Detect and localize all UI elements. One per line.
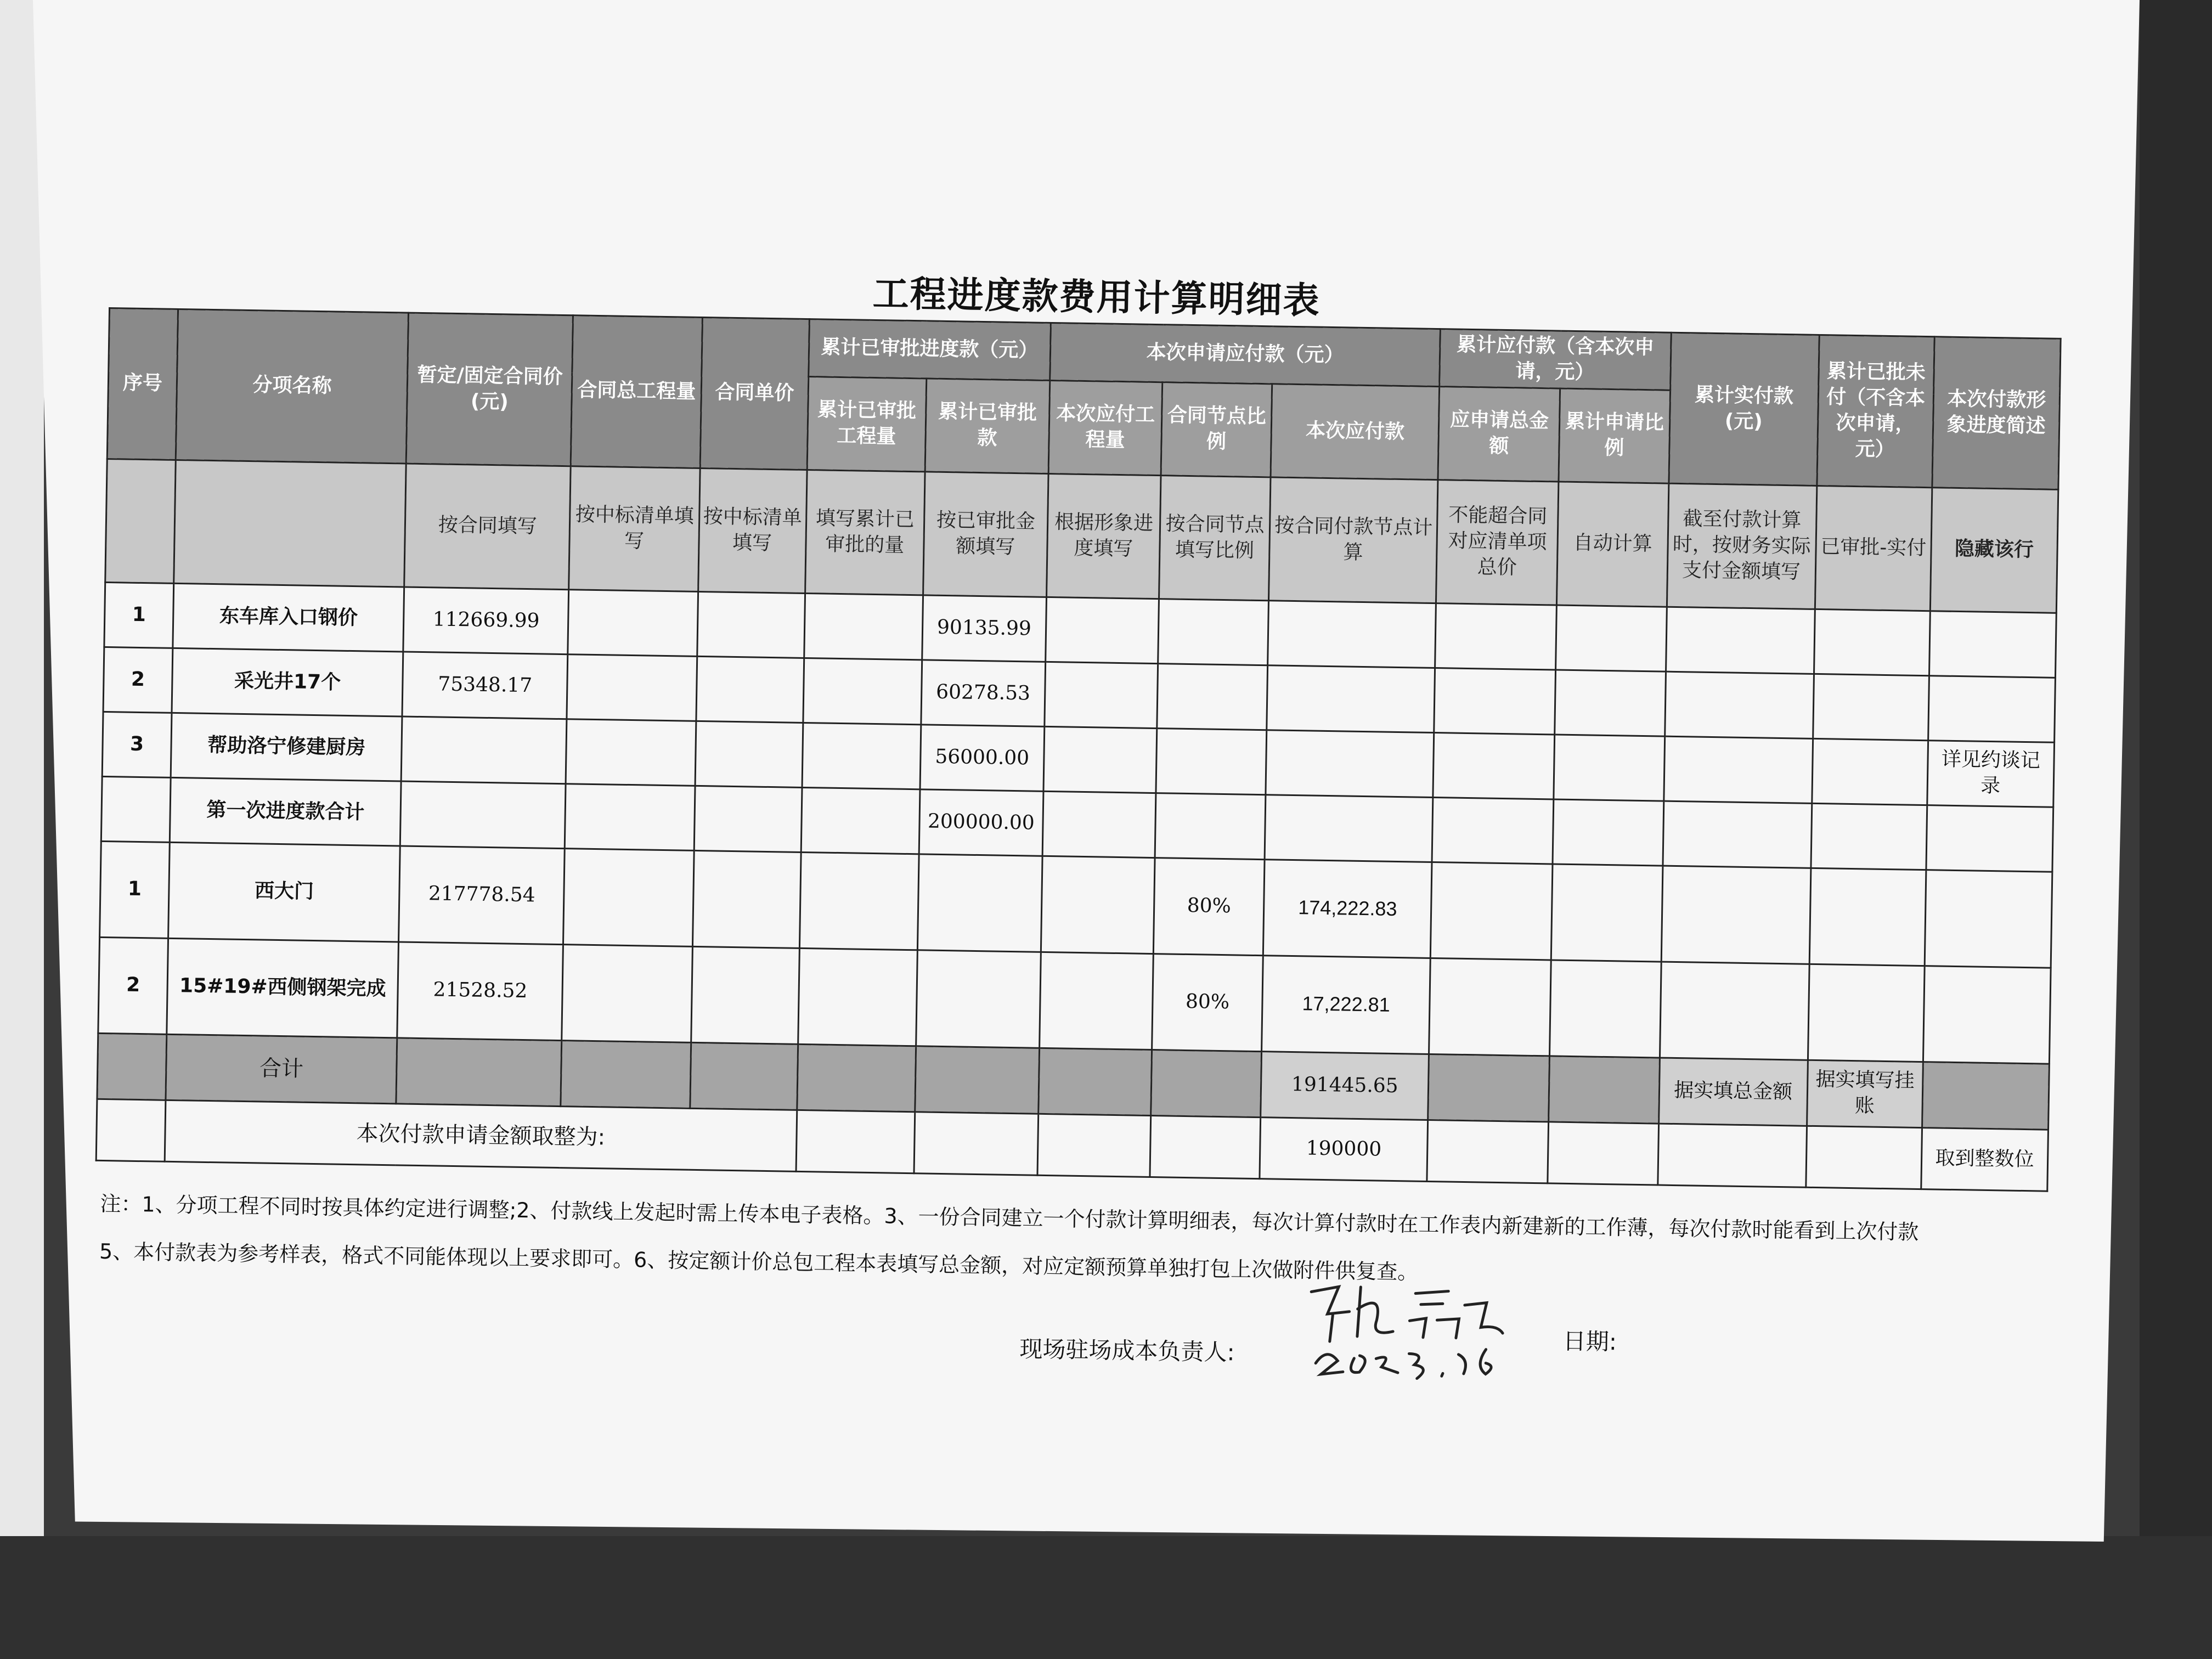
row-seq: 2 <box>103 647 173 713</box>
header-cum-approved: 累计已审批进度款（元） <box>808 319 1051 380</box>
responsible-label: 现场驻场成本负责人: <box>1019 1335 1235 1366</box>
row-contract-price: 217778.54 <box>399 846 565 945</box>
total-this-payable: 191445.65 <box>1261 1051 1429 1120</box>
row-cum-approved-amt: 90135.99 <box>922 595 1046 662</box>
header-cum-actual-paid: 累计实付款 (元) <box>1668 332 1819 486</box>
inst-cum-request-ratio: 自动计算 <box>1557 482 1669 607</box>
header-node-ratio: 合同节点比例 <box>1161 382 1272 477</box>
row-seq: 2 <box>98 937 168 1034</box>
inst-node-ratio: 按合同节点填写比例 <box>1159 475 1271 600</box>
row-name: 东车库入口钢价 <box>173 583 404 652</box>
inst-name <box>174 460 407 587</box>
note-line-1: 注：1、分项工程不同时按具体约定进行调整;2、付款线上发起时需上传本电子表格。3、一份合同建立一个付款计算明细表，每次计算付款时在工作表内新建新的工作薄，每次付款时能看到上次付款 <box>100 1191 1919 1245</box>
row-progress-desc: 详见约谈记录 <box>1927 740 2055 807</box>
header-unit-price: 合同单价 <box>700 317 809 470</box>
handwritten-signature <box>1299 1269 1531 1383</box>
row-cum-approved-amt: 200000.00 <box>919 789 1043 856</box>
inst-unit-price: 按中标清单填写 <box>698 468 807 593</box>
inst-cum-actual-paid: 截至付款计算时，按财务实际支付金额填写 <box>1667 483 1817 609</box>
inst-cum-request-total: 不能超合同对应清单项总价 <box>1436 479 1559 605</box>
row-name: 第一次进度款合计 <box>170 777 401 846</box>
header-contract-price: 暂定/固定合同价 (元) <box>406 313 573 466</box>
inst-this-payable: 按合同付款节点计算 <box>1269 477 1438 603</box>
date-label: 日期: <box>1562 1327 1617 1356</box>
header-this-payable: 本次应付款 <box>1271 383 1440 479</box>
row-name: 15#19#西侧钢架完成 <box>167 938 399 1038</box>
header-cum-request-total: 应申请总金额 <box>1438 386 1560 481</box>
inst-cum-unpaid: 已审批-实付 <box>1815 486 1932 611</box>
notes <box>99 1190 1919 1315</box>
header-this-request: 本次申请应付款（元） <box>1050 323 1441 386</box>
row-name: 西大门 <box>168 842 400 942</box>
header-seq: 序号 <box>107 308 178 460</box>
header-name: 分项名称 <box>176 309 408 463</box>
payment-table <box>95 307 2062 1192</box>
rounded-label: 本次付款申请金额取整为: <box>165 1100 797 1171</box>
header-cum-approved-qty: 累计已审批工程量 <box>807 376 927 471</box>
rounded-desc: 取到整数位 <box>1921 1127 2049 1191</box>
inst-progress-desc: 隐藏该行 <box>1930 487 2058 613</box>
inst-seq <box>105 459 176 583</box>
header-progress-desc: 本次付款形象进度简述 <box>1932 337 2061 489</box>
inst-this-payable-qty: 根据形象进度填写 <box>1046 473 1161 599</box>
row-contract-price: 21528.52 <box>397 942 563 1041</box>
rounded-value: 190000 <box>1260 1117 1428 1181</box>
header-cum-payable: 累计应付款（含本次申请，元） <box>1440 329 1671 390</box>
total-cum-unpaid: 据实填写挂账 <box>1807 1060 1923 1127</box>
inst-cum-approved-qty: 填写累计已审批的量 <box>805 470 925 595</box>
header-cum-unpaid: 累计已批未付（不含本次申请，元） <box>1817 335 1934 487</box>
row-seq: 1 <box>104 582 174 648</box>
row-this-payable: 174,222.83 <box>1263 859 1432 958</box>
row-seq: 3 <box>102 712 172 777</box>
note-line-2: 5、本付款表为参考样表，格式不同能体现以上要求即可。6、按定额计价总包工程本表填写总金额，对应定额预算单独打包上次做附件供复查。 <box>99 1239 1419 1285</box>
background-left <box>0 0 44 1659</box>
row-this-payable: 17,222.81 <box>1262 955 1431 1054</box>
row-contract-price: 112669.99 <box>403 587 569 654</box>
background-bottom <box>0 1536 2212 1659</box>
total-cum-actual-paid: 据实填总金额 <box>1658 1058 1808 1126</box>
row-contract-price: 75348.17 <box>402 652 568 719</box>
background-desk <box>2140 0 2212 1659</box>
header-cum-request-ratio: 累计申请比例 <box>1559 388 1670 483</box>
page-title: 工程进度款费用计算明细表 <box>872 272 1321 322</box>
total-label: 合计 <box>166 1034 397 1104</box>
inst-total-qty: 按中标清单填写 <box>569 466 700 591</box>
row-seq: 1 <box>100 841 170 938</box>
document <box>91 241 2084 1479</box>
row-name: 采光井17个 <box>172 648 403 716</box>
row-cum-approved-amt: 60278.53 <box>921 659 1046 726</box>
row-cum-approved-amt: 56000.00 <box>920 724 1045 791</box>
row-name: 帮助洛宁修建厨房 <box>171 713 402 781</box>
header-cum-approved-amt: 累计已审批款 <box>925 379 1050 474</box>
row-node-ratio: 80% <box>1153 857 1265 955</box>
header-this-payable-qty: 本次应付工程量 <box>1048 380 1163 475</box>
row-node-ratio: 80% <box>1152 953 1263 1051</box>
header-total-qty: 合同总工程量 <box>571 315 702 468</box>
inst-contract-price: 按合同填写 <box>404 464 571 590</box>
inst-cum-approved-amt: 按已审批金额填写 <box>923 471 1048 597</box>
